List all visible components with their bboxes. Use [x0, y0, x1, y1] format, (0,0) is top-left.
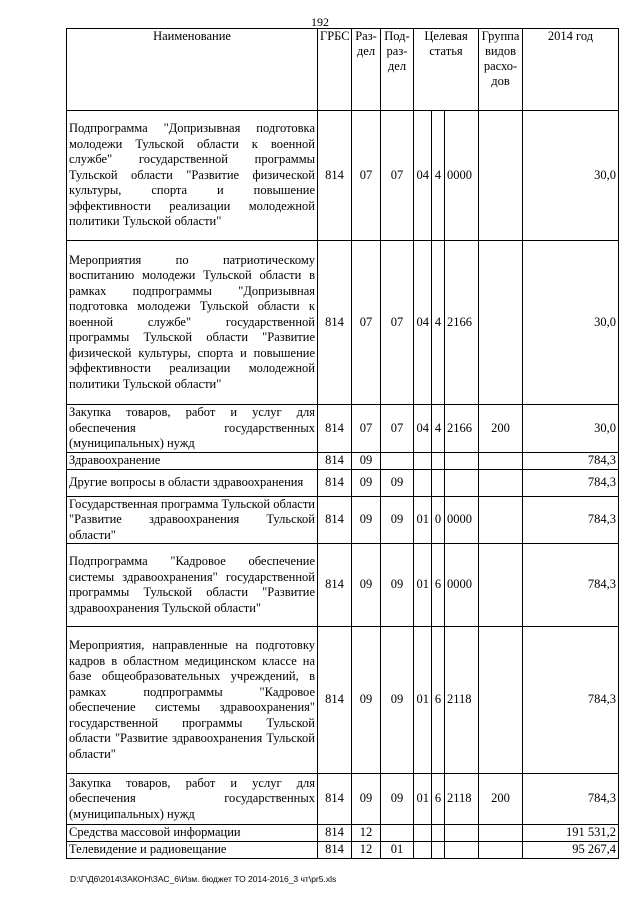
row-statya-part3-cell	[445, 825, 479, 842]
table-row	[67, 496, 619, 544]
row-podrazdel-cell: 09	[381, 627, 414, 774]
row-razdel-cell: 09	[352, 544, 381, 627]
row-statya-part1-cell	[414, 842, 432, 859]
col-statya-header	[414, 29, 479, 111]
row-name-cell: Мероприятия, направленные на подготовку кадров в областном медицинском классе на базе общеобразовательных учреждений, в рамках подпрограммы "Кадровое обеспечение системы здравоохранения" государственной программы Тульской области "Развитие здравоохранения Тульской области"	[67, 627, 318, 774]
row-vid-cell: 200	[479, 774, 523, 825]
table-row	[67, 452, 619, 469]
table-body	[67, 111, 619, 859]
row-statya-part3-cell: 2166	[445, 405, 479, 453]
table-row	[67, 405, 619, 453]
row-statya-part3-cell: 0000	[445, 544, 479, 627]
row-vid-cell	[479, 825, 523, 842]
row-razdel-cell: 09	[352, 469, 381, 496]
row-grbs-cell: 814	[318, 496, 352, 544]
col-name-header	[67, 29, 318, 111]
row-razdel-cell: 09	[352, 452, 381, 469]
row-statya-part1-cell	[414, 469, 432, 496]
row-vid-cell	[479, 842, 523, 859]
col-year-header	[523, 29, 619, 111]
row-vid-cell	[479, 111, 523, 241]
col-grbs-header-text: ГРБС	[320, 29, 350, 43]
row-statya-part1-cell: 04	[414, 405, 432, 453]
row-razdel-cell: 09	[352, 774, 381, 825]
col-razdel-header	[352, 29, 381, 111]
row-statya-part1-cell: 01	[414, 544, 432, 627]
row-amount-cell: 95 267,4	[523, 842, 619, 859]
table-row	[67, 241, 619, 405]
row-amount-cell: 191 531,2	[523, 825, 619, 842]
row-statya-part2-cell: 6	[432, 544, 445, 627]
row-amount-cell: 784,3	[523, 627, 619, 774]
row-statya-part2-cell: 4	[432, 111, 445, 241]
row-statya-part2-cell: 4	[432, 241, 445, 405]
row-statya-part2-cell	[432, 842, 445, 859]
row-vid-cell	[479, 241, 523, 405]
row-statya-part3-cell: 0000	[445, 111, 479, 241]
row-vid-cell	[479, 544, 523, 627]
row-statya-part2-cell: 4	[432, 405, 445, 453]
row-podrazdel-cell: 07	[381, 241, 414, 405]
row-amount-cell: 784,3	[523, 774, 619, 825]
row-statya-part3-cell: 2166	[445, 241, 479, 405]
row-podrazdel-cell: 07	[381, 111, 414, 241]
row-grbs-cell: 814	[318, 452, 352, 469]
row-razdel-cell: 12	[352, 825, 381, 842]
row-name-cell: Мероприятия по патриотическому воспитанию молодежи Тульской области в рамках подпрограммы "Допризывная подготовка молодежи Тульской области к военной службе" государственной программы Тульской области "Развитие физической культуры, спорта и повышение эффективности реализации молодежной политики Тульской области"	[67, 241, 318, 405]
row-statya-part3-cell: 2118	[445, 774, 479, 825]
row-name-cell: Здравоохранение	[67, 452, 318, 469]
row-statya-part1-cell: 04	[414, 241, 432, 405]
row-podrazdel-cell: 09	[381, 544, 414, 627]
row-podrazdel-cell: 07	[381, 405, 414, 453]
row-vid-cell	[479, 496, 523, 544]
row-statya-part1-cell: 01	[414, 496, 432, 544]
table-row	[67, 774, 619, 825]
row-grbs-cell: 814	[318, 627, 352, 774]
row-vid-cell	[479, 469, 523, 496]
row-name-cell: Закупка товаров, работ и услуг для обеспечения государственных (муниципальных) нужд	[67, 774, 318, 825]
row-name-cell: Подпрограмма "Кадровое обеспечение системы здравоохранения" государственной программы Тульской области "Развитие здравоохранения Тульской области"	[67, 544, 318, 627]
file-path-footer: D:\Г\Д6\2014\ЗАКОН\ЗАС_6\Изм. бюджет ТО 2014-2016_3 чт\pr5.xls	[70, 874, 337, 884]
row-statya-part1-cell: 01	[414, 774, 432, 825]
row-vid-cell	[479, 627, 523, 774]
table-row	[67, 842, 619, 859]
row-statya-part2-cell: 6	[432, 627, 445, 774]
row-podrazdel-cell: 09	[381, 774, 414, 825]
col-vid-header-text: Группа видов расхо- дов	[481, 29, 520, 88]
col-grbs-header	[318, 29, 352, 111]
row-statya-part1-cell	[414, 825, 432, 842]
row-razdel-cell: 07	[352, 241, 381, 405]
row-amount-cell: 30,0	[523, 241, 619, 405]
row-podrazdel-cell	[381, 825, 414, 842]
row-grbs-cell: 814	[318, 544, 352, 627]
row-statya-part1-cell	[414, 452, 432, 469]
row-statya-part2-cell: 6	[432, 774, 445, 825]
row-statya-part3-cell	[445, 452, 479, 469]
row-grbs-cell: 814	[318, 405, 352, 453]
row-vid-cell: 200	[479, 405, 523, 453]
col-name-header-text: Наименование	[153, 29, 231, 43]
row-name-cell: Закупка товаров, работ и услуг для обеспечения государственных (муниципальных) нужд	[67, 405, 318, 453]
row-amount-cell: 784,3	[523, 496, 619, 544]
row-podrazdel-cell: 09	[381, 496, 414, 544]
col-podrazdel-header-text: Под- раз- дел	[384, 29, 410, 73]
row-grbs-cell: 814	[318, 241, 352, 405]
row-podrazdel-cell	[381, 452, 414, 469]
row-statya-part3-cell	[445, 469, 479, 496]
row-razdel-cell: 09	[352, 627, 381, 774]
row-amount-cell: 784,3	[523, 452, 619, 469]
row-statya-part2-cell	[432, 469, 445, 496]
row-podrazdel-cell: 09	[381, 469, 414, 496]
row-statya-part2-cell: 0	[432, 496, 445, 544]
row-statya-part2-cell	[432, 825, 445, 842]
row-name-cell: Государственная программа Тульской области "Развитие здравоохранения Тульской области"	[67, 496, 318, 544]
row-podrazdel-cell: 01	[381, 842, 414, 859]
table-row	[67, 627, 619, 774]
col-podrazdel-header	[381, 29, 414, 111]
row-razdel-cell: 07	[352, 111, 381, 241]
col-vid-header	[479, 29, 523, 111]
row-statya-part1-cell: 01	[414, 627, 432, 774]
row-statya-part3-cell: 0000	[445, 496, 479, 544]
row-grbs-cell: 814	[318, 842, 352, 859]
row-razdel-cell: 09	[352, 496, 381, 544]
col-year-header-text: 2014 год	[547, 29, 594, 43]
row-name-cell: Подпрограмма "Допризывная подготовка молодежи Тульской области к военной службе" государственной программы Тульской области "Развитие физической культуры, спорта и повышение эффективности реализации молодежной политики Тульской области"	[67, 111, 318, 241]
row-statya-part1-cell: 04	[414, 111, 432, 241]
row-statya-part3-cell	[445, 842, 479, 859]
table-row	[67, 825, 619, 842]
row-grbs-cell: 814	[318, 111, 352, 241]
row-amount-cell: 784,3	[523, 469, 619, 496]
row-amount-cell: 30,0	[523, 405, 619, 453]
row-razdel-cell: 12	[352, 842, 381, 859]
row-vid-cell	[479, 452, 523, 469]
budget-table	[66, 28, 619, 859]
row-grbs-cell: 814	[318, 774, 352, 825]
table-header	[67, 29, 619, 111]
table-row	[67, 111, 619, 241]
row-grbs-cell: 814	[318, 825, 352, 842]
col-razdel-header-text: Раз- дел	[355, 29, 377, 58]
page-number: 192	[311, 15, 329, 29]
row-name-cell: Другие вопросы в области здравоохранения	[67, 469, 318, 496]
row-amount-cell: 784,3	[523, 544, 619, 627]
header-row	[67, 29, 619, 111]
row-statya-part2-cell	[432, 452, 445, 469]
row-grbs-cell: 814	[318, 469, 352, 496]
col-statya-header-text: Целевая статья	[424, 29, 468, 58]
row-amount-cell: 30,0	[523, 111, 619, 241]
row-name-cell: Средства массовой информации	[67, 825, 318, 842]
table-row	[67, 469, 619, 496]
row-statya-part3-cell: 2118	[445, 627, 479, 774]
row-name-cell: Телевидение и радиовещание	[67, 842, 318, 859]
table-row	[67, 544, 619, 627]
row-razdel-cell: 07	[352, 405, 381, 453]
